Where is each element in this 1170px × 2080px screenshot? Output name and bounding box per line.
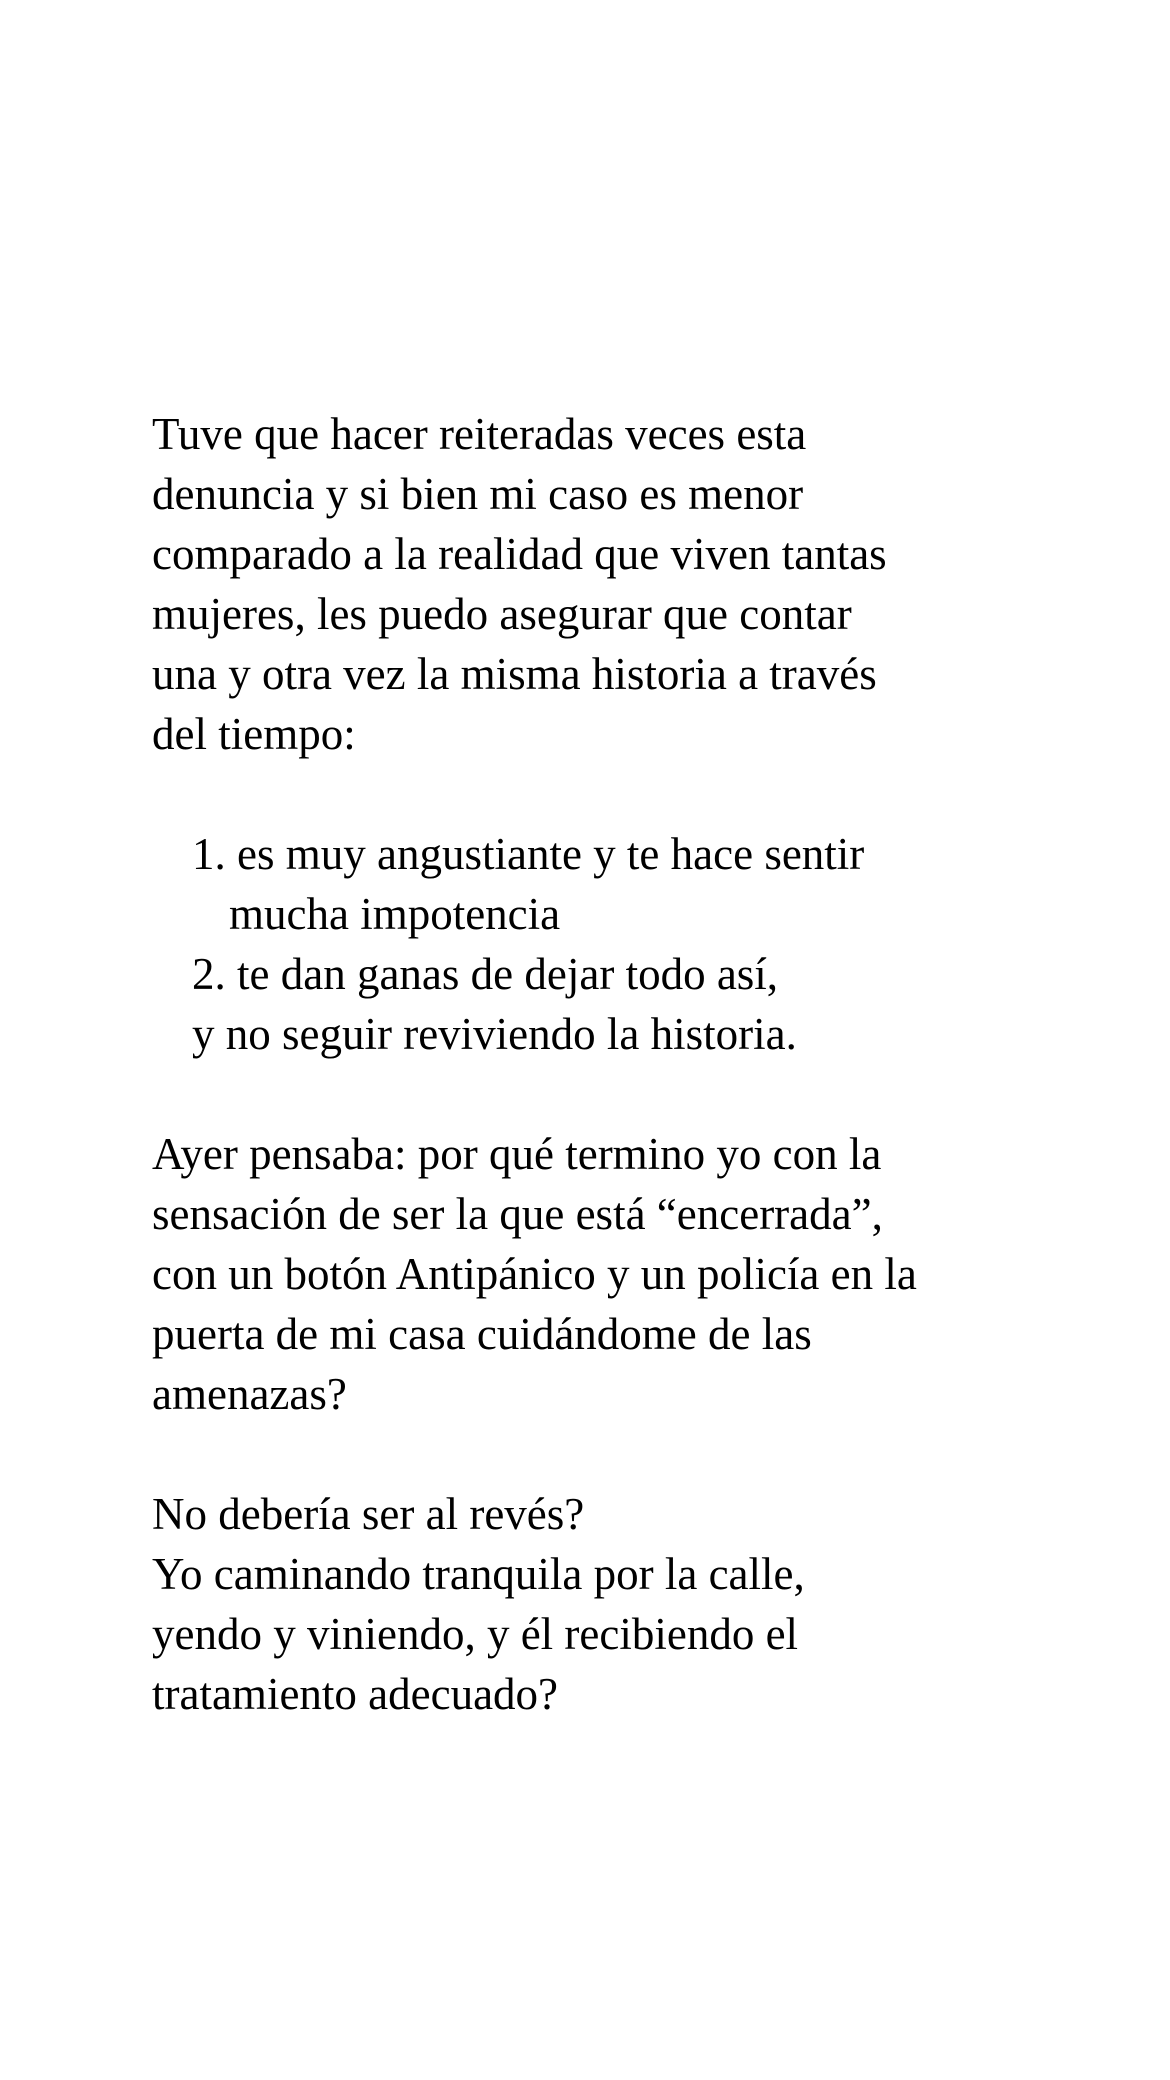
paragraph-1-line: comparado a la realidad que viven tantas: [152, 529, 887, 579]
paragraph-3-line: yendo y viniendo, y él recibiendo el: [152, 1609, 799, 1659]
paragraph-2-line: Ayer pensaba: por qué termino yo con la: [152, 1129, 882, 1179]
paragraph-3-line: Yo caminando tranquila por la calle,: [152, 1549, 805, 1599]
paragraph-spacer: [152, 764, 1092, 824]
paragraph-1: [152, 404, 1092, 764]
paragraph-2-line: sensación de ser la que está “encerrada”,: [152, 1189, 883, 1239]
paragraph-3-line: No debería ser al revés?: [152, 1489, 585, 1539]
paragraph-2-line: amenazas?: [152, 1369, 347, 1419]
list-item-2-continuation: y no seguir reviviendo la historia.: [192, 1009, 797, 1059]
document-body: [152, 404, 1092, 1724]
paragraph-2-line: puerta de mi casa cuidándome de las: [152, 1309, 812, 1359]
paragraph-1-line: del tiempo:: [152, 709, 356, 759]
paragraph-1-line: Tuve que hacer reiteradas veces esta: [152, 409, 807, 459]
paragraph-2: [152, 1124, 1092, 1424]
paragraph-1-line: una y otra vez la misma historia a través: [152, 649, 877, 699]
paragraph-1-line: mujeres, les puedo asegurar que contar: [152, 589, 852, 639]
list-item-1-continuation: mucha impotencia: [229, 889, 561, 939]
paragraph-spacer: [152, 1424, 1092, 1484]
list-item-1: 1. es muy angustiante y te hace sentir: [192, 829, 865, 879]
numbered-list: [152, 824, 1092, 1064]
paragraph-1-line: denuncia y si bien mi caso es menor: [152, 469, 804, 519]
paragraph-3-line: tratamiento adecuado?: [152, 1669, 559, 1719]
paragraph-2-line: con un botón Antipánico y un policía en la: [152, 1249, 917, 1299]
paragraph-3: [152, 1484, 1092, 1724]
list-item-2: 2. te dan ganas de dejar todo así,: [192, 949, 779, 999]
paragraph-spacer: [152, 1064, 1092, 1124]
